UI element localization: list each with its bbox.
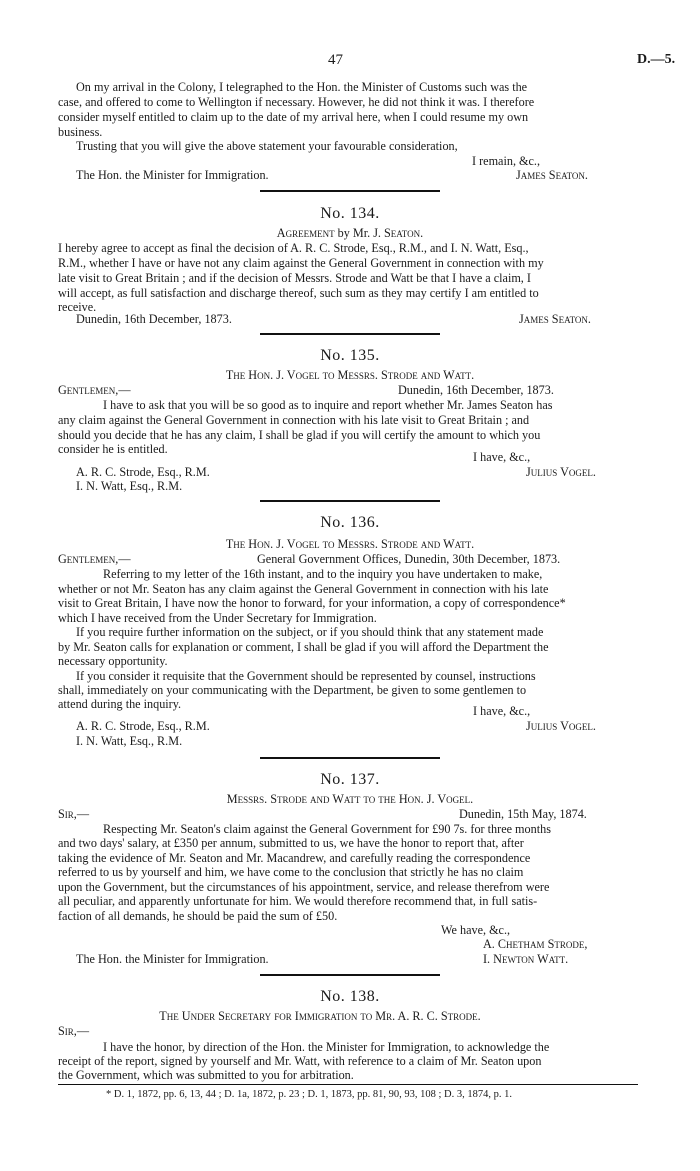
page-number: 47 (328, 52, 343, 68)
body-line: late visit to Great Britain ; and if the decision of Messrs. Strode and Watt be that I have a claim, I (58, 271, 531, 285)
body-line: the Government, which was submitted to you for arbitration. (58, 1068, 354, 1082)
closing: I remain, &c., (472, 154, 541, 168)
section-title-137: Messrs. Strode and Watt to the Hon. J. Vogel. (226, 792, 474, 806)
section-number-137: No. 137. (320, 771, 380, 788)
body-line: consider he is entitled. (58, 442, 168, 456)
body-line: taking the evidence of Mr. Seaton and Mr. Macandrew, and carefully reading the correspondence (58, 851, 531, 865)
closing: I have, &c., (473, 704, 531, 718)
body-line: faction of all demands, he should be paid the sum of £50. (58, 909, 338, 923)
closing: I have, &c., (473, 450, 531, 464)
section-title-135: The Hon. J. Vogel to Messrs. Strode and Watt. (225, 368, 475, 382)
body-line: shall, immediately on your communicating with the Department, be given to some gentlemen to (58, 683, 527, 697)
body-line: will accept, as full satisfaction and discharge thereof, such sum as they may certify I am entitled to (58, 286, 539, 300)
addressee: The Hon. the Minister for Immigration. (76, 952, 269, 966)
section-divider (260, 500, 440, 502)
body-line: I have to ask that you will be so good as to inquire and report whether Mr. James Seaton has (103, 398, 553, 412)
section-number-138: No. 138. (320, 988, 380, 1005)
body-line: consider myself entitled to claim up to the date of my arrival here, when I could resume my own (58, 110, 529, 124)
recipient: A. R. C. Strode, Esq., R.M. (76, 465, 210, 479)
salutation: Sir,— (58, 1024, 90, 1038)
place-date: Dunedin, 16th December, 1873. (76, 312, 232, 326)
place-date: Dunedin, 16th December, 1873. (398, 383, 554, 397)
body-line: case, and offered to come to Wellington if necessary. However, he did not think it was. I therefore (58, 95, 535, 109)
section-title-136: The Hon. J. Vogel to Messrs. Strode and Watt. (225, 537, 475, 551)
body-line: attend during the inquiry. (58, 697, 182, 711)
footnote: * D. 1, 1872, pp. 6, 13, 44 ; D. 1a, 1872, p. 23 ; D. 1, 1873, pp. 81, 90, 93, 108 ; D. 3, 1874, p. 1. (106, 1089, 512, 1100)
section-number-134: No. 134. (320, 205, 380, 222)
body-line: business. (58, 125, 103, 139)
section-title-134 (0, 226, 700, 241)
title-name: Seaton. (384, 226, 424, 240)
body-line: whether or not Mr. Seaton has any claim against the General Government in connection with his late (58, 582, 549, 596)
body-line: Respecting Mr. Seaton's claim against the General Government for £90 7s. for three months (103, 822, 551, 836)
body-line: all peculiar, and apparently unfortunate for him. We would therefore recommend that, in full satis- (58, 894, 538, 908)
document-reference: D.—5. (637, 52, 676, 67)
body-line: On my arrival in the Colony, I telegraphed to the Hon. the Minister of Customs such was the (76, 80, 528, 94)
section-number-136: No. 136. (320, 514, 380, 531)
place-date: Dunedin, 15th May, 1874. (459, 807, 587, 821)
title-rest: by Mr. J. (334, 226, 385, 240)
body-line: necessary opportunity. (58, 654, 168, 668)
body-line: any claim against the General Government in connection with his late visit to Great Britain ; and (58, 413, 530, 427)
body-line: Referring to my letter of the 16th instant, and to the inquiry you have undertaken to make, (103, 567, 543, 581)
signature: A. Chetham Strode, (483, 937, 588, 951)
signature: Julius Vogel. (526, 719, 596, 733)
body-line: R.M., whether I have or have not any claim against the General Government in connection with my (58, 256, 544, 270)
body-line: should you decide that he has any claim, I shall be glad if you will certify the amount to which you (58, 428, 541, 442)
signature: Julius Vogel. (526, 465, 596, 479)
signature: James Seaton. (516, 168, 588, 182)
body-line: and two days' salary, at £350 per annum, submitted to us, we have the honor to report that, after (58, 836, 524, 850)
section-divider (260, 974, 440, 976)
section-number-135: No. 135. (320, 347, 380, 364)
salutation: Gentlemen,— (58, 383, 131, 397)
recipient: I. N. Watt, Esq., R.M. (76, 479, 183, 493)
place-date: General Government Offices, Dunedin, 30th December, 1873. (257, 552, 561, 566)
recipient: I. N. Watt, Esq., R.M. (76, 734, 183, 748)
section-divider (260, 333, 440, 335)
section-divider (260, 190, 440, 192)
body-line: If you consider it requisite that the Government should be represented by counsel, instructions (76, 669, 536, 683)
body-line: upon the Government, but the circumstances of his appointment, service, and release therefrom were (58, 880, 550, 894)
section-divider (260, 757, 440, 759)
addressee: The Hon. the Minister for Immigration. (76, 168, 269, 182)
salutation: Gentlemen,— (58, 552, 131, 566)
title-prefix: Agreement (276, 226, 335, 240)
section-title-138: The Under Secretary for Immigration to Mr. A. R. C. Strode. (159, 1009, 481, 1023)
signature: James Seaton. (519, 312, 591, 326)
recipient: A. R. C. Strode, Esq., R.M. (76, 719, 210, 733)
body-line: by Mr. Seaton calls for explanation or comment, I shall be glad if you will afford the Department the (58, 640, 549, 654)
closing: We have, &c., (441, 923, 511, 937)
body-line: I hereby agree to accept as final the decision of A. R. C. Strode, Esq., R.M., and I. N. Watt, Esq., (58, 241, 529, 255)
body-line: receipt of the report, signed by yourself and Mr. Watt, with reference to a claim of Mr. Seaton upon (58, 1054, 542, 1068)
body-line: visit to Great Britain, I have now the honor to forward, for your information, a copy of correspondence* (58, 596, 566, 610)
body-line: referred to us by yourself and him, we have come to the conclusion that strictly he has no claim (58, 865, 524, 879)
body-line: which I have received from the Under Secretary for Immigration. (58, 611, 377, 625)
body-line: receive. (58, 300, 97, 314)
body-line: If you require further information on the subject, or if you should think that any statement made (76, 625, 544, 639)
salutation: Sir,— (58, 807, 90, 821)
signature: I. Newton Watt. (483, 952, 569, 966)
body-line: Trusting that you will give the above statement your favourable consideration, (76, 139, 458, 153)
body-line: I have the honor, by direction of the Hon. the Minister for Immigration, to acknowledge the (103, 1040, 550, 1054)
footnote-rule (58, 1084, 638, 1085)
